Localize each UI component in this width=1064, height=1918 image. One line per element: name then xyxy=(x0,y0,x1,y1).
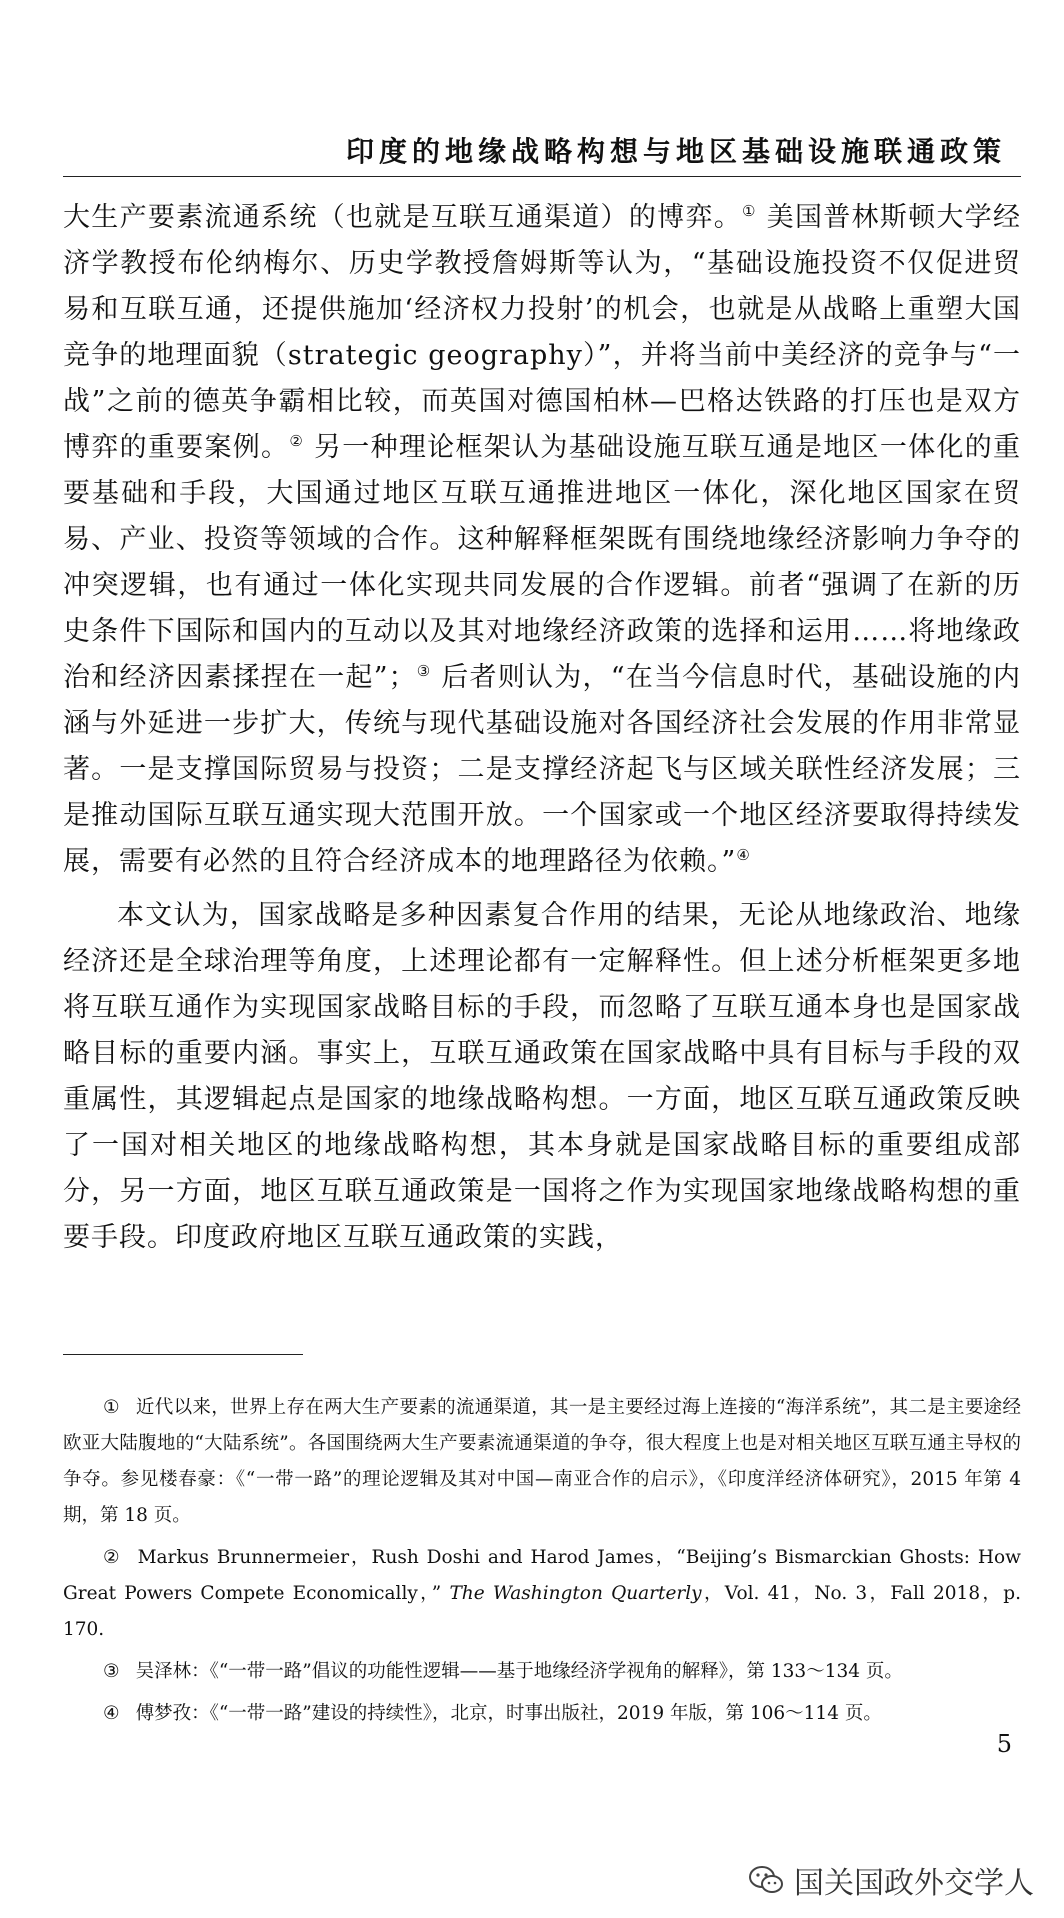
footnote-text: Markus Brunnermeier，Rush Doshi and Harod James，“Beijing’s Bismarckian Ghosts: How Great Powers Compete Economically，” xyxy=(63,1547,1021,1604)
footnote-4 xyxy=(63,1696,1021,1732)
footnote-number: ③ xyxy=(103,1661,120,1682)
paragraph-1-segment-1: 大生产要素流通系统（也就是互联互通渠道）的博弈。 xyxy=(63,202,743,233)
footnote-separator xyxy=(63,1354,303,1355)
footnote-text: 吴泽林：《“一带一路”倡议的功能性逻辑——基于地缘经济学视角的解释》，第 133～134 页。 xyxy=(135,1661,903,1682)
paragraph-1-segment-4: 后者则认为，“在当今信息时代，基础设施的内涵与外延进一步扩大，传统与现代基础设施对各国经济社会发展的作用非常显著。一是支撑国际贸易与投资；二是支撑经济起飞与区域关联性经济发展；三是推动国际互联互通实现大范围开放。一个国家或一个地区经济要取得持续发展，需要有必然的且符合经济成本的地理路径为依赖。” xyxy=(63,662,1021,877)
journal-title: The Washington Quarterly xyxy=(449,1583,702,1604)
paragraph-2: 本文认为，国家战略是多种因素复合作用的结果，无论从地缘政治、地缘经济还是全球治理等角度，上述理论都有一定解释性。但上述分析框架更多地将互联互通作为实现国家战略目标的手段，而忽略了互联互通本身也是国家战略目标的重要内涵。事实上，互联互通政策在国家战略中具有目标与手段的双重属性，其逻辑起点是国家的地缘战略构想。一方面，地区互联互通政策反映了一国对相关地区的地缘战略构想，其本身就是国家战略目标的重要组成部分，另一方面，地区互联互通政策是一国将之作为实现国家地缘战略构想的重要手段。印度政府地区互联互通政策的实践， xyxy=(63,900,1021,1253)
paragraph-1-segment-3: 另一种理论框架认为基础设施互联互通是地区一体化的重要基础和手段，大国通过地区互联互通推进地区一体化，深化地区国家在贸易、产业、投资等领域的合作。这种解释框架既有围绕地缘经济影响力争夺的冲突逻辑，也有通过一体化实现共同发展的合作逻辑。前者“强调了在新的历史条件下国际和国内的互动以及其对地缘经济政策的选择和运用……将地缘政治和经济因素揉捏在一起”； xyxy=(63,432,1022,693)
footnote-ref-2[interactable]: ② xyxy=(289,432,305,450)
footnote-number: ① xyxy=(103,1397,120,1418)
footnote-number: ④ xyxy=(103,1703,120,1724)
footnote-ref-4[interactable]: ④ xyxy=(736,846,751,864)
footnote-text: 傅梦孜：《“一带一路”建设的持续性》，北京，时事出版社，2019 年版，第 106～114 页。 xyxy=(135,1703,882,1724)
page-number: 5 xyxy=(996,1730,1012,1758)
footnote-text: 近代以来，世界上存在两大生产要素的流通渠道，其一是主要经过海上连接的“海洋系统”，其二是主要途经欧亚大陆腹地的“大陆系统”。各国围绕两大生产要素流通渠道的争夺，很大程度上也是对相关地区互联互通主导权的争夺。参见楼春豪：《“一带一路”的理论逻辑及其对中国—南亚合作的启示》，《印度洋经济体研究》，2015 年第 4 期，第 18 页。 xyxy=(63,1397,1022,1526)
paragraph-1-segment-2: 美国普林斯顿大学经济学教授布伦纳梅尔、历史学教授詹姆斯等认为，“基础设施投资不仅促进贸易和互联互通，还提供施加‘经济权力投射’的机会，也就是从战略上重塑大国竞争的地理面貌（strategic geography）”，并将当前中美经济的竞争与“一战”之前的德英争霸相比较，而英国对德国柏林—巴格达铁路的打压也是双方博弈的重要案例。 xyxy=(63,202,1022,463)
running-header-title: 印度的地缘战略构想与地区基础设施联通政策 xyxy=(345,135,1006,168)
footnote-text-tail: ，Vol. 41，No. 3，Fall 2018，p. 170. xyxy=(63,1583,1021,1640)
wechat-icon xyxy=(748,1865,784,1895)
footnote-2 xyxy=(63,1540,1021,1648)
footnote-3 xyxy=(63,1654,1021,1690)
footnote-ref-1[interactable]: ① xyxy=(742,202,757,220)
footnotes xyxy=(63,1390,1021,1738)
main-body-text xyxy=(63,195,1021,1269)
footnote-ref-3[interactable]: ③ xyxy=(416,662,432,680)
watermark xyxy=(748,1858,1034,1902)
watermark-text: 国关国政外交学人 xyxy=(794,1866,1034,1901)
paragraph-1 xyxy=(63,195,1021,885)
footnote-1 xyxy=(63,1390,1021,1534)
header-rule xyxy=(63,176,1021,177)
footnote-number: ② xyxy=(103,1547,122,1568)
